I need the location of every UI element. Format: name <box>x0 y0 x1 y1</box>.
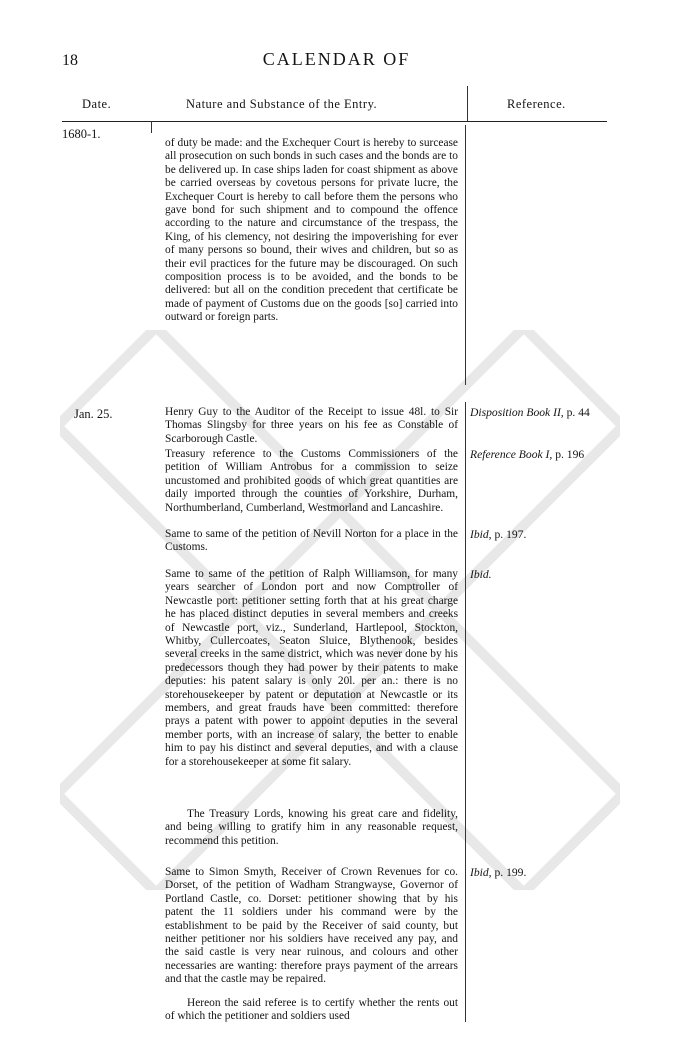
entry-text-continued: Hereon the said referee is to certify whether the rents out of which the petitioner and soldiers used <box>165 997 458 1023</box>
entry-reference <box>470 568 640 581</box>
entry-reference <box>470 448 640 461</box>
reference-page: p. 197. <box>491 528 527 541</box>
entry-date: Jan. 25. <box>74 407 113 421</box>
reference-page: p. 196 <box>552 448 585 461</box>
column-header-reference: Reference. <box>507 97 566 111</box>
reference-book: Disposition Book II, <box>470 406 564 419</box>
column-header-date: Date. <box>82 97 112 111</box>
entry-text: Same to same of the petition of Ralph Williamson, for many years searcher of London port and now Comptroller of Newcastle port: petitioner setting forth that at his great charge he has placed distinct deputies in several members and creeks of Newcastle port, viz., Sunderland, Hartlepool, Stockton, Whitby, Cullercoates, Seaton Sluice, Blythenook, besides several creeks in the same district, which was never done by his predecessors though they had power by their patents to make deputies: his patent salary is only 20l. per an.: there is no storehousekeeper by patent or deputation at Newcastle or its members, and great frauds have been committed: therefore prays a patent with power to appoint deputies in the several member ports, with an increase of salary, the better to enable him to pay his distinct and several deputies, and with a clause for a storehousekeeper at some fit salary. <box>165 568 458 768</box>
entry-text: Same to same of the petition of Nevill Norton for a place in the Customs. <box>165 528 458 554</box>
entry-text: Treasury reference to the Customs Commissioners of the petition of William Antrobus for a commission to seize uncustomed and prohibited goods of which great quantities are daily imported through the counties of Yorkshire, Durham, Northumberland, Cumberland, Westmorland and Lancashire. <box>165 448 458 514</box>
reference-column-rule <box>465 125 466 385</box>
page-number: 18 <box>62 52 78 69</box>
entry-reference <box>470 406 640 419</box>
reference-book: Ibid, <box>470 528 492 541</box>
entry-text: Henry Guy to the Auditor of the Receipt to issue 48l. to Sir Thomas Slingsby for three years on his fee as Constable of Scarborough Castle. <box>165 406 458 445</box>
entry-reference <box>470 528 640 541</box>
entry-reference <box>470 866 640 879</box>
reference-book: Reference Book I, <box>470 448 553 461</box>
reference-page: p. 199. <box>491 866 527 879</box>
header-rule <box>62 121 607 122</box>
reference-book: Ibid. <box>470 568 492 581</box>
entry-text: Same to Simon Smyth, Receiver of Crown Revenues for co. Dorset, of the petition of Wadham Strangwayse, Governor of Portland Castle, co. Dorset: petitioner showing that by his patent the 11 soldiers under his command were by the establishment to be paid by the Receiver of said county, but neither petitioner nor his soldiers have received any pay, and the said castle is very near ruinous, and colours and other necessaries are wanting: therefore prays payment of the arrears and that the castle may be repaired. <box>165 866 458 986</box>
entry-text-continued: The Treasury Lords, knowing his great care and fidelity, and being willing to gratify him in any reasonable request, recommend this petition. <box>165 808 458 847</box>
reference-book: Ibid, <box>470 866 492 879</box>
entry-date: 1680-1. <box>62 127 101 141</box>
date-column-rule <box>151 121 152 133</box>
entry-text: of duty be made: and the Exchequer Court is hereby to surcease all prosecution on such bonds in such cases and the bonds are to be delivered up. In case ships laden for coast shipment as above be carried overseas by covetous persons for private lucre, the Exchequer Court is hereby to call before them the persons who gave bond for such shipment and to compound the offence according to the nature and circumstance of the trespass, the King, of his clemency, not desiring the impoverishing for ever of many persons so bound, their wives and children, but so as their evil practices for the future may be discouraged. On such composition process is to be avoided, and the bonds to be delivered: but all on the condition precedent that certificate be made of payment of Customs due on the goods [so] carried into outward or foreign parts. <box>165 137 458 324</box>
reference-page: p. 44 <box>563 406 590 419</box>
header-divider <box>467 86 468 121</box>
reference-column-rule-lower <box>465 402 466 1022</box>
running-title: CALENDAR OF <box>262 49 411 69</box>
column-header-nature: Nature and Substance of the Entry. <box>186 97 378 111</box>
